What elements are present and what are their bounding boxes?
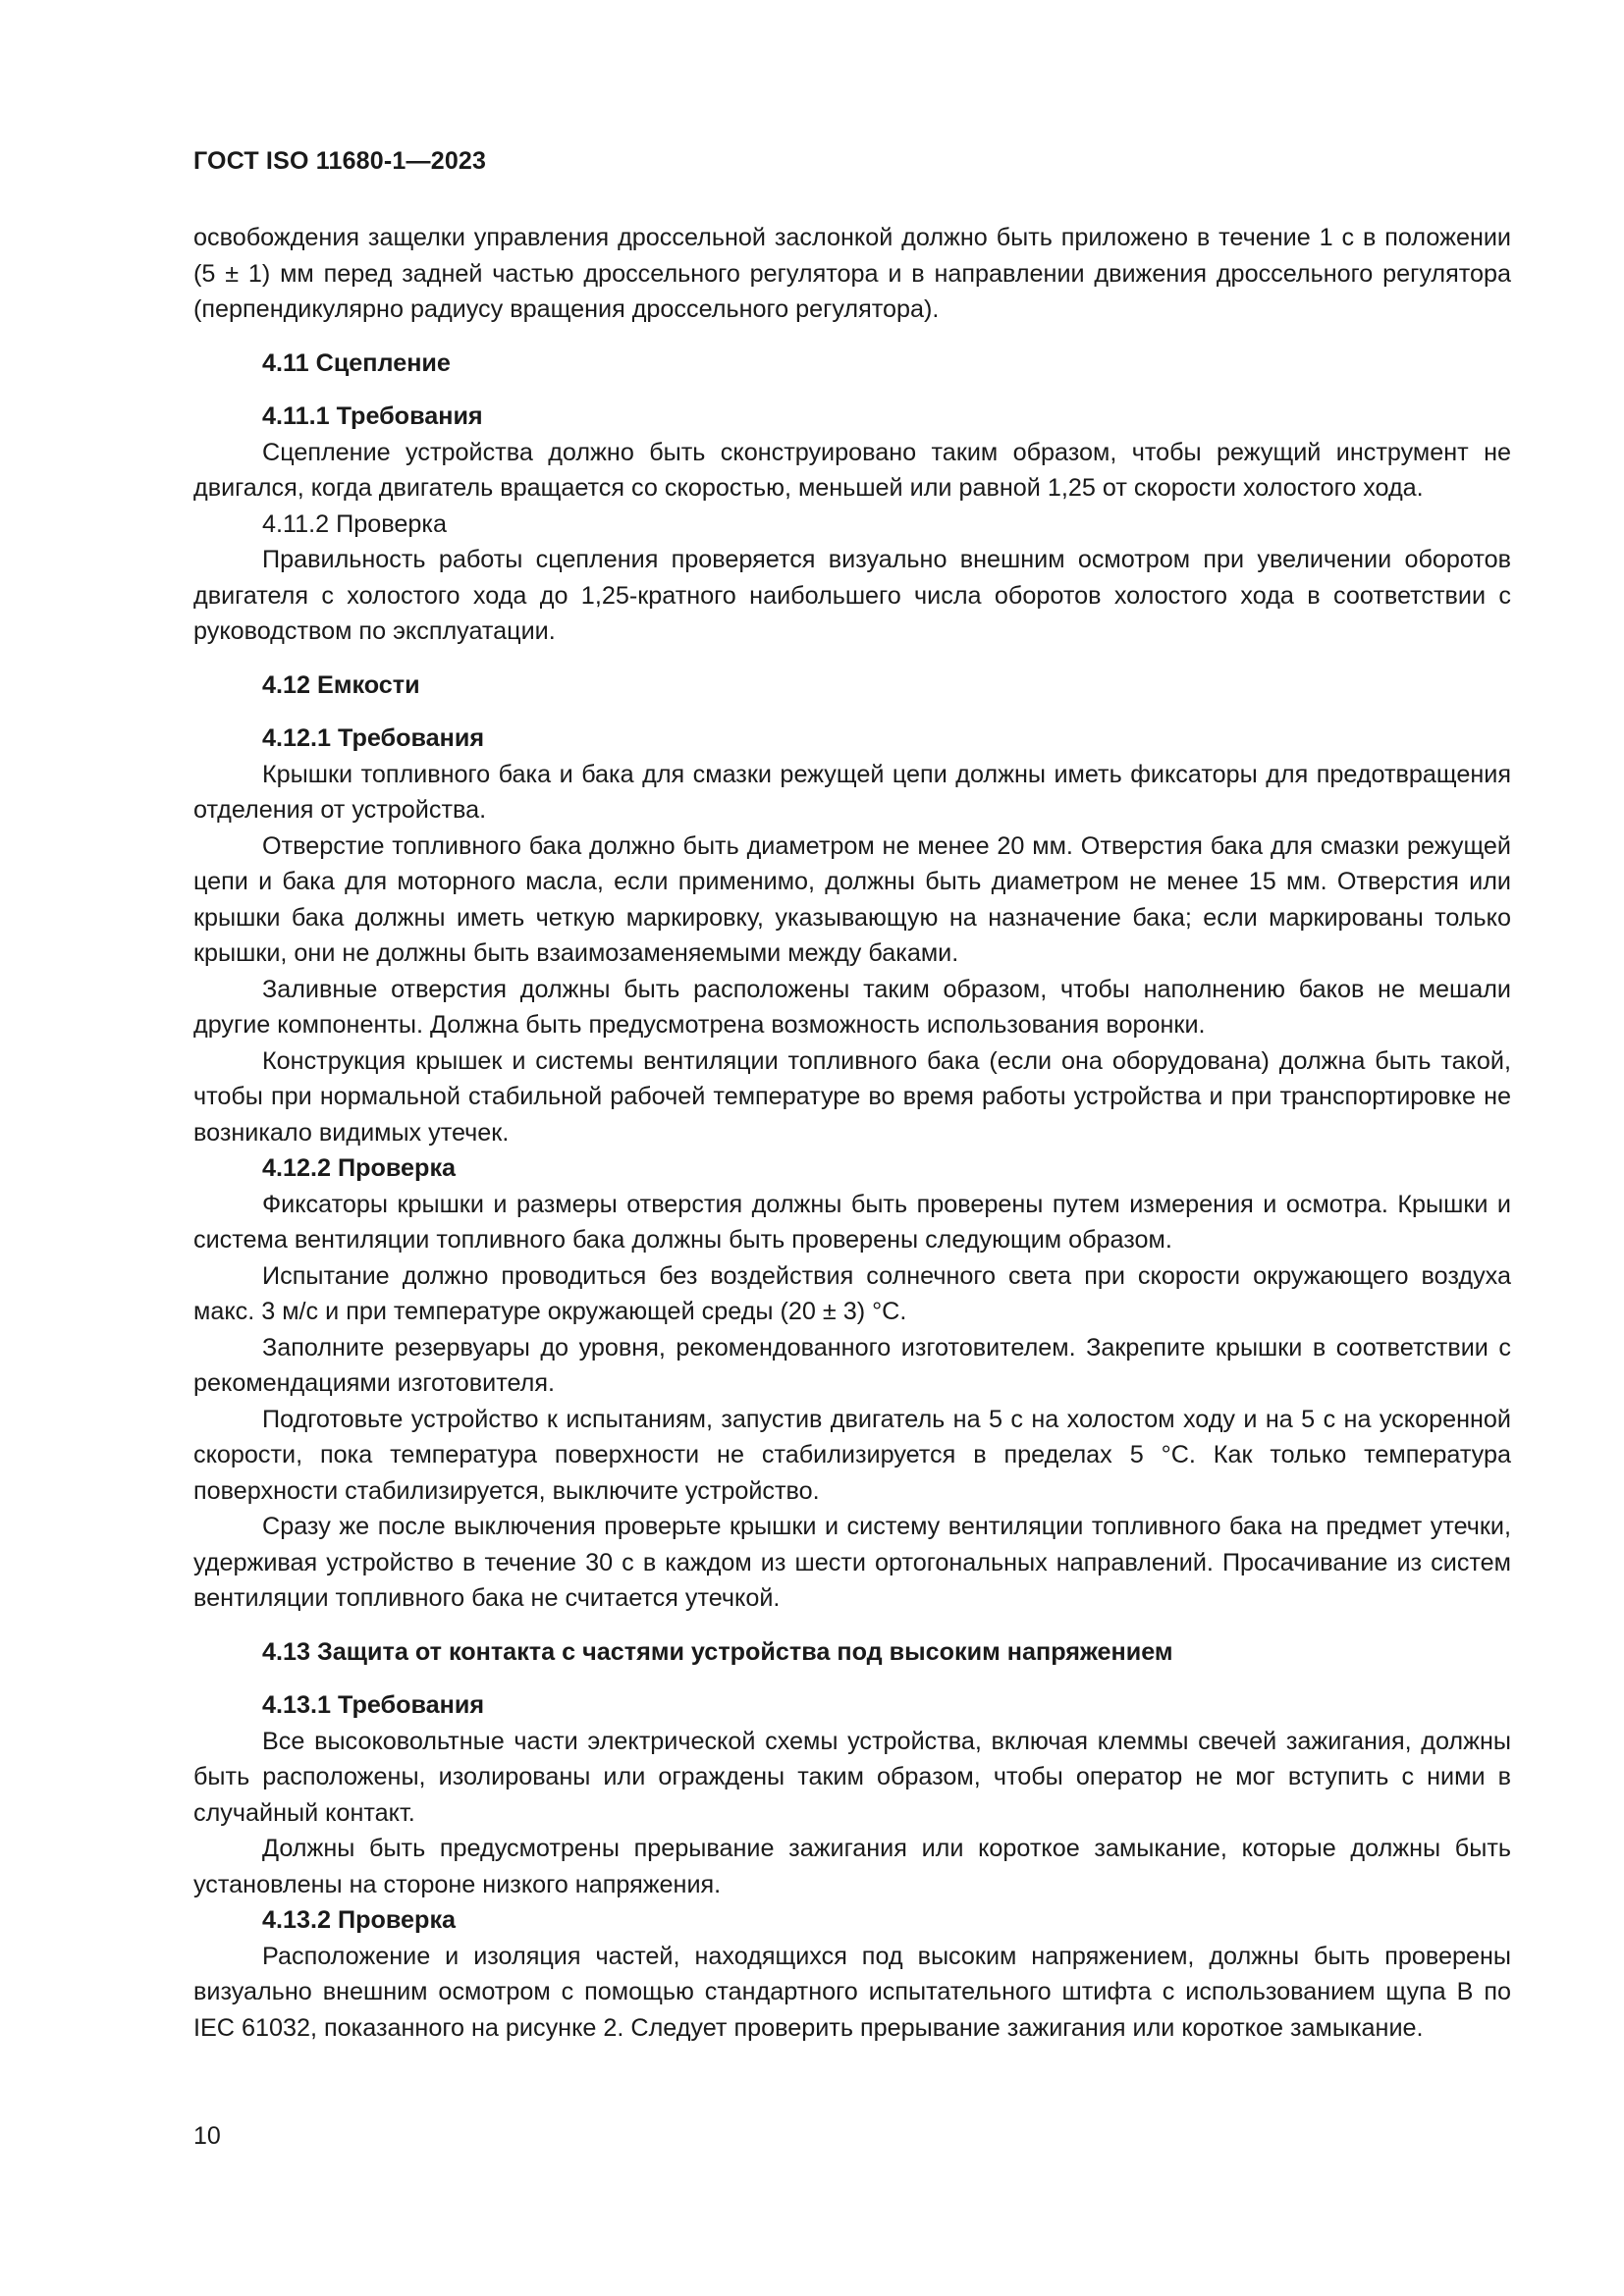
section-heading-4-11: 4.11 Сцепление [262, 348, 451, 377]
paragraph-4-11-1-1: Сцепление устройства должно быть сконструировано таким образом, чтобы режущий инструмент не двигался, когда двигатель вращается со скоростью, меньшей или равной 1,25 от скорости холостого хода. [193, 438, 1511, 502]
paragraph-4-13-1-2: Должны быть предусмотрены прерывание зажигания или короткое замыкание, которые должны быть установлены на стороне низкого напряжения. [193, 1835, 1511, 1898]
paragraph-4-12-2-1: Фиксаторы крышки и размеры отверстия должны быть проверены путем измерения и осмотра. Крышки и система вентиляции топливного бака должны быть проверены следующим образом. [193, 1190, 1511, 1254]
paragraph-4-12-1-3: Заливные отверстия должны быть расположены таким образом, чтобы наполнению баков не мешали другие компоненты. Должна быть предусмотрена возможность использования воронки. [193, 975, 1511, 1039]
paragraph-4-12-1-1: Крышки топливного бака и бака для смазки режущей цепи должны иметь фиксаторы для предотвращения отделения от устройства. [193, 760, 1511, 824]
subsection-heading-4-11-2: 4.11.2 Проверка [262, 509, 447, 538]
paragraph-4-13-2-1: Расположение и изоляция частей, находящихся под высоким напряжением, должны быть проверены визуально внешним осмотром с помощью стандартного испытательного штифта с использованием щупа B по IEC 61032, показанного на рисунке 2. Следует проверить прерывание зажигания или короткое замыкание. [193, 1942, 1511, 2042]
paragraph-4-12-2-4: Подготовьте устройство к испытаниям, запустив двигатель на 5 с на холостом ходу и на 5 с на ускоренной скорости, пока температура поверхности не стабилизируется в пределах 5 °С. Как только температура поверхности стабилизируется, выключите устройство. [193, 1405, 1511, 1505]
paragraph-intro-continuation: освобождения защелки управления дроссельной заслонкой должно быть приложено в течение 1 с в положении (5 ± 1) мм перед задней частью дроссельного регулятора и в направлении движения дроссельного регулятора (перпендикулярно радиусу вращения дроссельного регулятора). [193, 224, 1511, 323]
page-number: 10 [193, 2122, 221, 2150]
paragraph-4-12-2-3: Заполните резервуары до уровня, рекомендованного изготовителем. Закрепите крышки в соответствии с рекомендациями изготовителя. [193, 1333, 1511, 1397]
section-heading-4-12: 4.12 Емкости [262, 670, 420, 699]
paragraph-4-12-2-2: Испытание должно проводиться без воздействия солнечного света при скорости окружающего воздуха макс. 3 м/с и при температуре окружающей среды (20 ± 3) °С. [193, 1261, 1511, 1325]
subsection-heading-4-12-2: 4.12.2 Проверка [262, 1154, 457, 1182]
paragraph-4-11-2-1: Правильность работы сцепления проверяется визуально внешним осмотром при увеличении оборотов двигателя с холостого хода до 1,25-кратного наибольшего числа оборотов холостого хода в соответствии с руководством по эксплуатации. [193, 546, 1511, 645]
subsection-heading-4-12-1: 4.12.1 Требования [262, 724, 485, 752]
paragraph-4-13-1-1: Все высоковольтные части электрической схемы устройства, включая клеммы свечей зажигания, должны быть расположены, изолированы или ограждены таким образом, чтобы оператор не мог вступить с ними в случайный контакт. [193, 1727, 1511, 1827]
paragraph-4-12-1-2: Отверстие топливного бака должно быть диаметром не менее 20 мм. Отверстия бака для смазки режущей цепи и бака для моторного масла, если применимо, должны быть диаметром не менее 15 мм. Отверстия или крышки бака должны иметь четкую маркировку, указывающую на назначение бака; если маркированы только крышки, они не должны быть взаимозаменяемыми между баками. [193, 831, 1511, 967]
paragraph-4-12-1-4: Конструкция крышек и системы вентиляции топливного бака (если она оборудована) должна быть такой, чтобы при нормальной стабильной рабочей температуре во время работы устройства и при транспортировке не возникало видимых утечек. [193, 1046, 1511, 1147]
paragraph-4-12-2-5: Сразу же после выключения проверьте крышки и систему вентиляции топливного бака на предмет утечки, удерживая устройство в течение 30 с в каждом из шести ортогональных направлений. Просачивание из систем вентиляции топливного бака не считается утечкой. [193, 1513, 1511, 1612]
subsection-heading-4-11-1: 4.11.1 Требования [262, 402, 483, 430]
subsection-heading-4-13-2: 4.13.2 Проверка [262, 1906, 457, 1934]
document-header-standard-id: ГОСТ ISO 11680-1—2023 [193, 147, 487, 175]
section-heading-4-13: 4.13 Защита от контакта с частями устройства под высоким напряжением [262, 1637, 1173, 1666]
subsection-heading-4-13-1: 4.13.1 Требования [262, 1691, 485, 1719]
document-body [193, 220, 1511, 2046]
